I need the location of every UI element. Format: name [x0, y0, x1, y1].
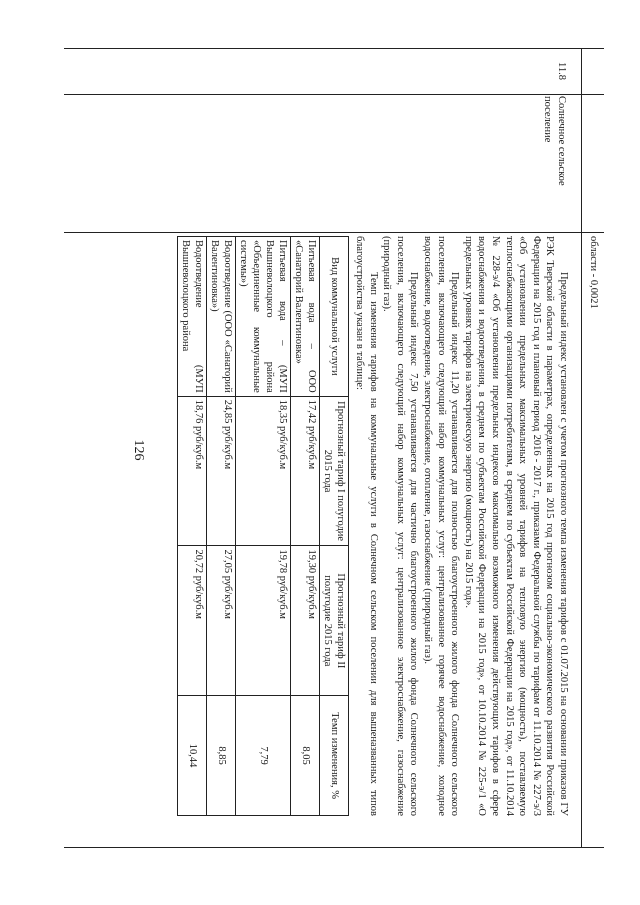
- column-divider-number: [64, 94, 604, 95]
- paragraph-index-partial: Предельный индекс 7,50 устанавливается для частично благоустроенного жилого фонда Солнечного сельского поселения, включающего следующий набор коммунальных услуг: централизованное электроснабжение, газоснабжение (природный газ).: [381, 236, 420, 816]
- change-rate: 7,79: [236, 696, 291, 816]
- document-sheet: [64, 48, 604, 848]
- service-name: Питьевая вода – ООО «Санаторий Валентиновка»: [291, 237, 320, 397]
- change-rate: 10,44: [178, 696, 207, 816]
- tariff-h2: 20,72 руб/куб.м: [178, 546, 207, 696]
- column-divider-name: [64, 232, 604, 233]
- header-tariff-h2: Прогнозный тариф II полугодие 2015 года: [320, 546, 349, 696]
- tariff-table: [178, 236, 350, 816]
- tariff-h2: 27,05 руб/куб.м: [207, 546, 236, 696]
- service-name: Водоотведение (ООО «Санаторий Валентиновка»): [207, 237, 236, 397]
- paragraph-index-full: Предельный индекс 11,20 устанавливается для полностью благоустроенного жилого фонда Солнечного сельского поселения, включающего следующий набор коммунальных услуг: централизованное горячее водоснабжение, холодное водоснабжение, водоотведение, электроснабжение, отопление, газоснабжение (природный газ).: [422, 236, 461, 816]
- tariff-table-header: [320, 237, 349, 816]
- paragraph-index-basis: Предельный индекс установлен с учетом прогнозного темпа изменения тарифов с 01.07.2015 на основании приказов ГУ РЭК Тверской области в параметрах, определенных на 2015 год прогнозом социально-экономического развития Российской Федерации на 2015 год и плановый период 2016 - 2017 г., приказами Федеральной службы по тарифам от 11.10.2014 № 227-э/3 «Об установлении предельных максимальных уровней тарифов на тепловую энергию (мощность), поставляемую теплоснабжающими организациями потребителям, в среднем по субъектам Российской Федерации на 2015 год», от 11.10.2014 № 228-э/4 «Об установлении предельных индексов максимально возможного изменения действующих тарифов в сфере водоснабжения и водоотведения, в среднем по субъектам Российской Федерации на 2015 год», от 10.10.2014 № 225-э/1 «О предельных уровнях тарифов на электрическую энергию (мощность) на 2015 год».: [462, 236, 569, 816]
- header-change-rate: Темп изменения, %: [320, 696, 349, 816]
- row-separator: [581, 48, 582, 848]
- header-service: Вид коммунальной услуги: [320, 237, 349, 397]
- tariff-h2: 19,30 руб/куб.м: [291, 546, 320, 696]
- tariff-h1: 18,76 руб/куб.м: [178, 396, 207, 546]
- tariff-h2: 19,78 руб/куб.м: [236, 546, 291, 696]
- settlement-name: Солнечное сельское поселение: [542, 96, 567, 186]
- tariff-h1: 24,85 руб/куб.м: [207, 396, 236, 546]
- tariff-h1: 18,35 руб/куб.м: [236, 396, 291, 546]
- header-tariff-h1: Прогнозный тариф I полугодие 2015 года: [320, 396, 349, 546]
- tariff-h1: 17,42 руб/куб.м: [291, 396, 320, 546]
- previous-row-tail: области - 0,0021: [588, 236, 599, 309]
- change-rate: 8,05: [291, 696, 320, 816]
- page-number: 126: [131, 439, 146, 461]
- service-name: Питьевая вода – (МУП Вышневолоцкого района «Объединенные коммунальные системы»): [236, 237, 291, 397]
- change-rate: 8,85: [207, 696, 236, 816]
- row-description: [178, 236, 571, 816]
- row-number: 11.8: [556, 62, 567, 80]
- paragraph-table-intro: Темп изменения тарифов на коммунальные услуги в Солнечном сельском поселении для вышеназванных типов благоустройства указан в таблице:: [354, 236, 379, 816]
- table-row: [236, 237, 291, 816]
- service-name: Водоотведение (МУП Вышневолоцкого района: [178, 237, 207, 397]
- table-row: [178, 237, 207, 816]
- table-row: [291, 237, 320, 816]
- table-row: [207, 237, 236, 816]
